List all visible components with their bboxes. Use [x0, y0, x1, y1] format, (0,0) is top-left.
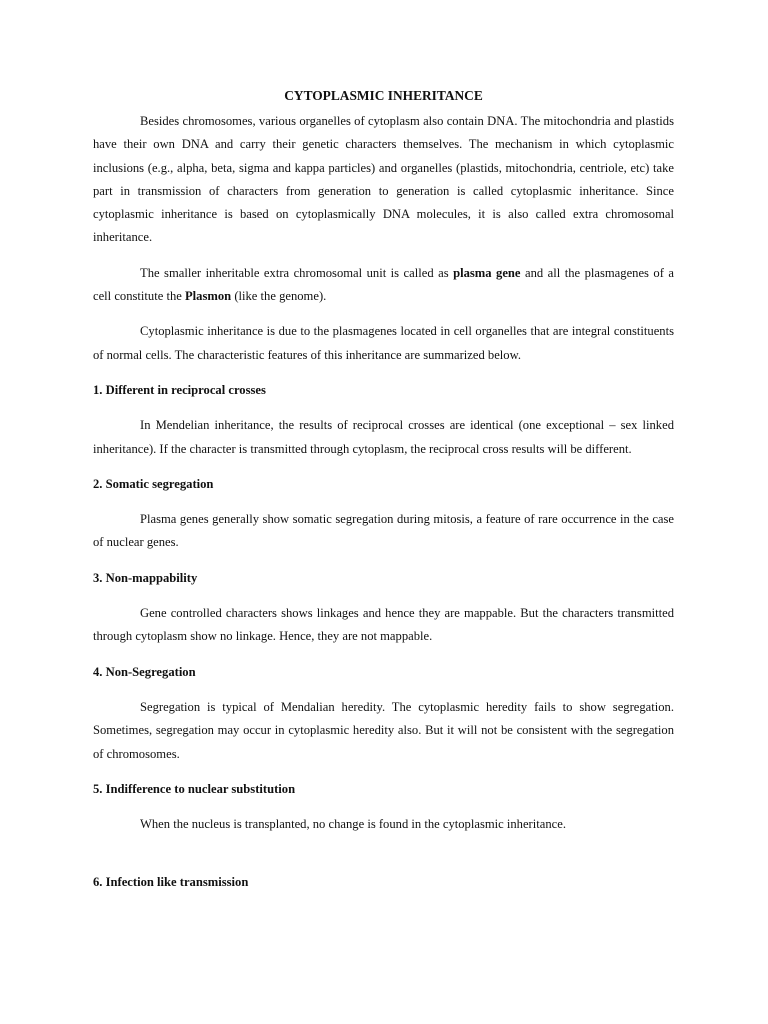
section-heading-4: 4. Non-Segregation [93, 664, 196, 679]
section-heading-3: 3. Non-mappability [93, 570, 198, 585]
plasma-text-part3: (like the genome). [231, 289, 327, 304]
section-body-3: Gene controlled characters shows linkages and hence they are mappable. But the characters transmitted through cytoplasm show no linkage. Hence, they are not mappable. [93, 606, 674, 644]
features-intro-paragraph: Cytoplasmic inheritance is due to the plasmagenes located in cell organelles that are integral constituents of normal cells. The characteristic features of this inheritance are summarized below. [93, 324, 674, 362]
document-title: CYTOPLASMIC INHERITANCE [284, 88, 483, 103]
plasma-text-part2: and all the plasmagenes of a cell constitute the [93, 265, 674, 304]
section-heading-1: 1. Different in reciprocal crosses [93, 382, 266, 397]
section-heading-5: 5. Indifference to nuclear substitution [93, 781, 296, 796]
section-body-5: When the nucleus is transplanted, no change is found in the cytoplasmic inheritance. [140, 817, 566, 832]
plasma-gene-paragraph [93, 262, 674, 309]
plasma-text-part1: The smaller inheritable extra chromosomal unit is called as [140, 265, 454, 280]
section-body-4: Segregation is typical of Mendalian heredity. The cytoplasmic heredity fails to show segregation. Sometimes, segregation may occur in cytoplasmic heredity also. But it will not be consistent with the segregation of chromosomes. [93, 699, 674, 761]
plasmon-term: Plasmon [184, 289, 232, 304]
section-body-1: In Mendelian inheritance, the results of reciprocal crosses are identical (one exceptional – sex linked inheritance). If the character is transmitted through cytoplasm, the reciprocal cross results will be different. [93, 418, 674, 456]
plasma-gene-term: plasma gene [453, 265, 521, 280]
section-heading-6: 6. Infection like transmission [93, 875, 249, 890]
intro-paragraph: Besides chromosomes, various organelles of cytoplasm also contain DNA. The mitochondria and plastids have their own DNA and carry their genetic characters themselves. The mechanism in which cytoplasmic inclusions (e.g., alpha, beta, sigma and kappa particles) and organelles (plastids, mitochondria, centriole, etc) take part in transmission of characters from generation to generation is called cytoplasmic inheritance. Since cytoplasmic inheritance is based on cytoplasmically DNA molecules, it is also called extra chromosomal inheritance. [93, 114, 674, 245]
document-page [93, 84, 674, 907]
section-heading-2: 2. Somatic segregation [93, 476, 214, 491]
section-body-2: Plasma genes generally show somatic segregation during mitosis, a feature of rare occurrence in the case of nuclear genes. [93, 512, 674, 550]
